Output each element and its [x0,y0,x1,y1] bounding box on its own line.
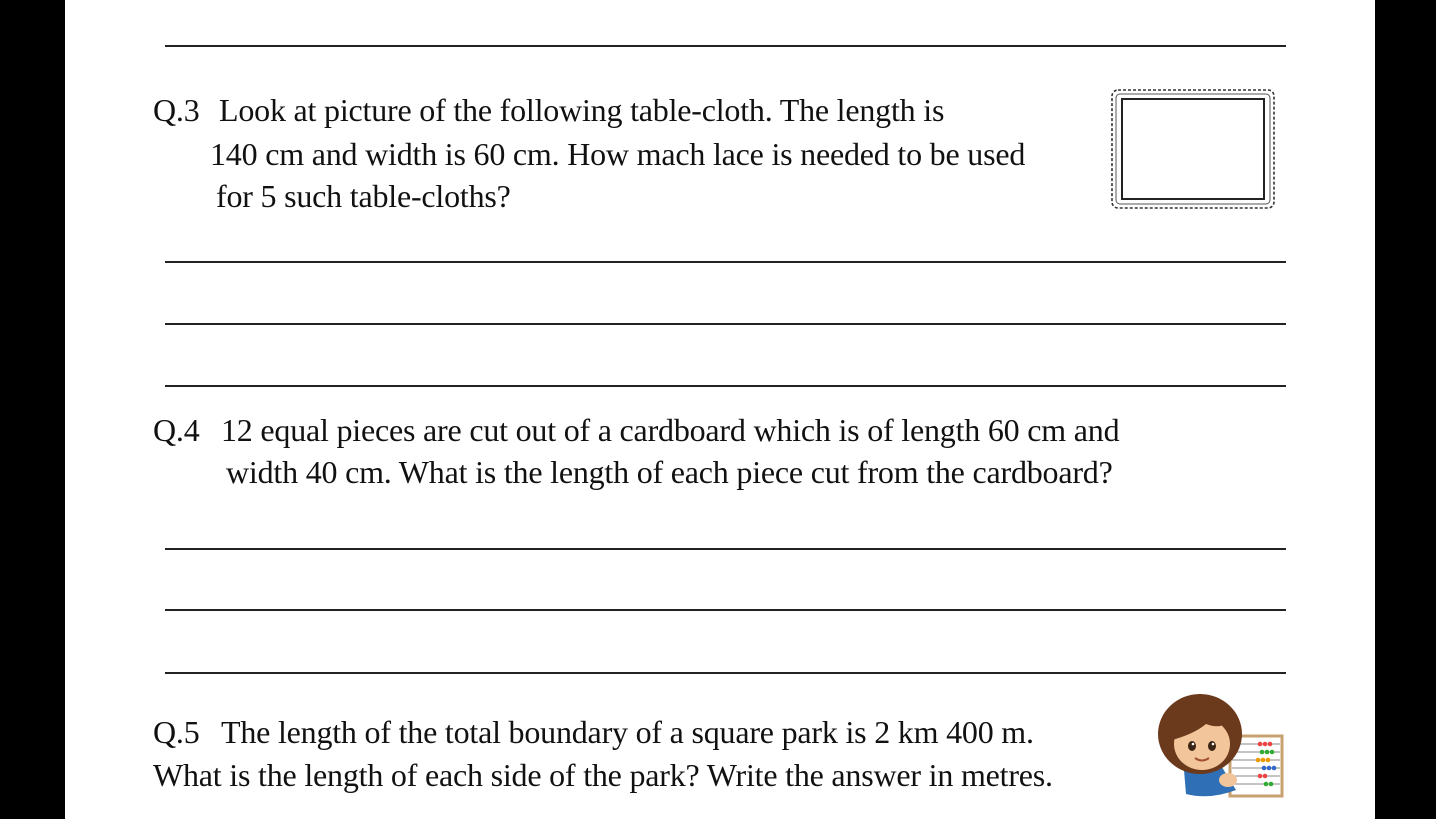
answer-line [165,609,1286,611]
question-text-line: 140 cm and width is 60 cm. How mach lace is needed to be used [210,136,1026,172]
answer-line [165,385,1286,387]
question-number: Q.5 [153,714,200,750]
question-text-line: What is the length of each side of the park? Write the answer in metres. [153,757,1053,793]
question-number: Q.4 [153,412,200,448]
answer-line [165,548,1286,550]
question-number: Q.3 [153,92,200,128]
question-text-line: Look at picture of the following table-cloth. The length is [219,92,945,128]
question-text-line: 12 equal pieces are cut out of a cardboard which is of length 60 cm and [221,412,1120,448]
answer-line [165,45,1286,47]
girl-with-abacus-illustration [1150,690,1290,802]
answer-line [165,672,1286,674]
tablecloth-illustration [1108,86,1278,212]
question-text-line: The length of the total boundary of a square park is 2 km 400 m. [221,714,1034,750]
question-text-line: width 40 cm. What is the length of each piece cut from the cardboard? [226,454,1113,490]
answer-line [165,261,1286,263]
answer-line [165,323,1286,325]
question-text-line: for 5 such table-cloths? [216,178,511,214]
